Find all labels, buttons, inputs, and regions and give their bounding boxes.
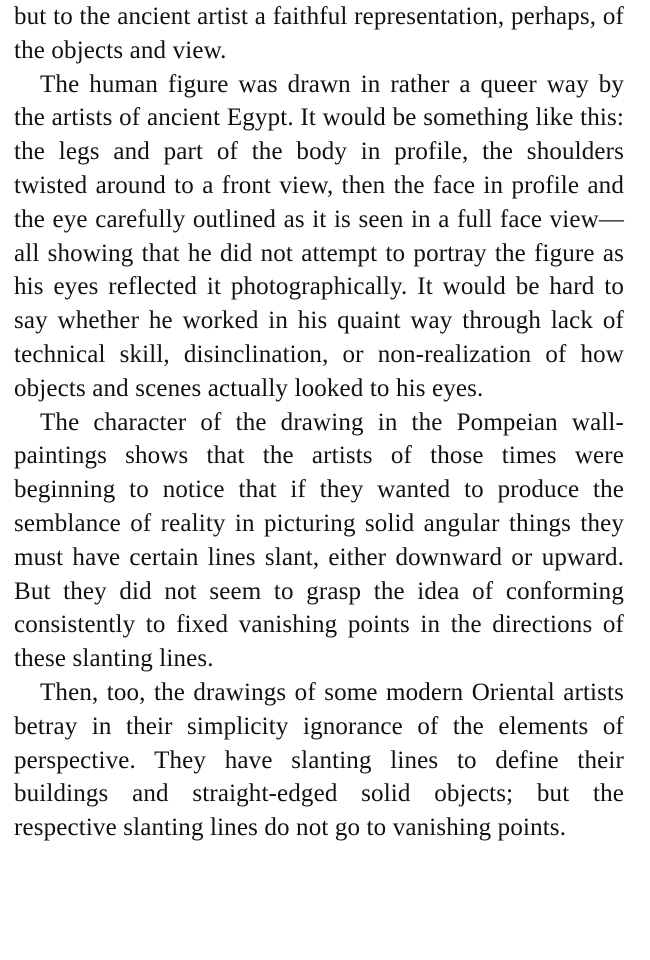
paragraph-egyptian-figure: The human figure was drawn in rather a queer way by the artists of ancient Egypt. It would be something like this: the legs and part of the body in profile, the shoulders twisted around to a front view, then the face in profile and the eye carefully outlined as it is seen in a full face view—all showing that he did not attempt to portray the figure as his eyes reflected it photographically. It would be hard to say whether he worked in his quaint way through lack of technical skill, disinclination, or non-realization of how objects and scenes actually looked to his eyes. xyxy=(14,70,624,402)
paragraph-oriental-artists: Then, too, the drawings of some modern Oriental artists betray in their simplicity ignorance of the elements of perspective. They have slanting lines to define their buildings and straight-edged solid objects; but the respective slanting lines do not go to vanishing points. xyxy=(14,678,624,842)
paragraph-continuation: but to the ancient artist a faithful representation, perhaps, of the objects and view. xyxy=(14,3,624,64)
book-page-text xyxy=(14,0,624,845)
paragraph-pompeian-paintings: The character of the drawing in the Pompeian wall-paintings shows that the artists of those times were beginning to notice that if they wanted to produce the semblance of reality in picturing solid angular things they must have certain lines slant, either downward or upward. But they did not seem to grasp the idea of conforming consistently to fixed vanishing points in the directions of these slanting lines. xyxy=(14,408,624,673)
